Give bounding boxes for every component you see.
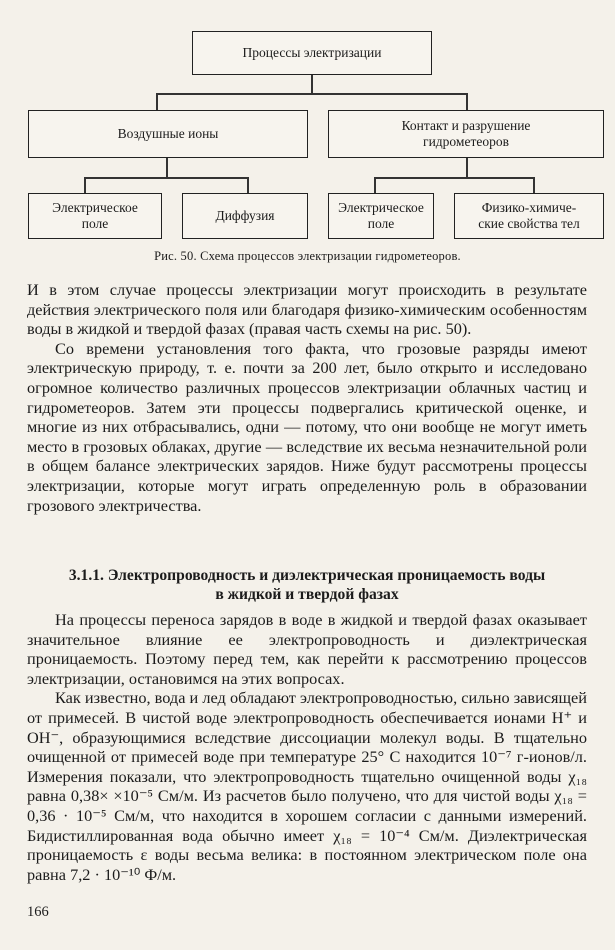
connector-left-a [84, 177, 86, 193]
connector-right-down [466, 158, 468, 178]
electrification-scheme-diagram [0, 0, 615, 280]
diagram-box-left-field-line2: поле [81, 216, 109, 231]
diagram-box-air-ions-label: Воздушные ионы [117, 126, 219, 141]
connector-left-up [156, 93, 158, 110]
diagram-box-right-field [328, 193, 434, 239]
connector-left-bar [84, 177, 248, 179]
paragraph: И в этом случае процессы электризации могут происходить в результате действия электрического поля или благодаря физико-химическим особенностям воды в жидкой и твердой фазах (правая часть схемы на рис. 50). [27, 280, 587, 339]
diagram-box-contact-line2: гидрометеоров [423, 134, 509, 149]
connector-right-b [533, 177, 535, 193]
diagram-box-right-field-line2: поле [367, 216, 395, 231]
connector-right-a [374, 177, 376, 193]
section-heading [27, 566, 587, 604]
connector-left-down [166, 158, 168, 178]
diagram-box-root [192, 31, 432, 75]
diagram-box-left-field-line1: Электрическое [52, 200, 138, 215]
page-number: 166 [27, 904, 49, 920]
figure-caption: Рис. 50. Схема процессов электризации гидрометеоров. [154, 249, 461, 263]
paragraph: Как известно, вода и лед обладают электропроводностью, сильно зависящей от примесей. В чистой воде электропроводность обеспечивается ионами H⁺ и OH⁻, образующимися вследствие диссоциации молекул воды. В тщательно очищенной от примесей воде при температуре 25° C находится 10⁻⁷ г-ионов/л. Измерения показали, что электропроводность тщательно очищенной воды χ₁₈ равна 0,38× ×10⁻⁵ См/м. Из расчетов было получено, что для чистой воды χ₁₈ = 0,36 · 10⁻⁵ См/м, что находится в хорошем согласии с данными измерений. Бидистиллированная вода обычно имеет χ₁₈ = 10⁻⁴ См/м. Диэлектрическая проницаемость ε воды весьма велика: в постоянном электрическом поле она равна 7,2 · 10⁻¹⁰ Ф/м. [27, 688, 587, 884]
section-heading-line2: в жидкой и твердой фазах [215, 586, 399, 603]
diagram-box-contact-line1: Контакт и разрушение [401, 118, 531, 133]
diagram-box-physchem-line2: ские свойства тел [478, 216, 580, 231]
connector-right-bar [374, 177, 534, 179]
diagram-box-physchem-line1: Физико-химиче- [481, 200, 577, 215]
connector-right-up [466, 93, 468, 110]
body-text-bottom [27, 610, 587, 884]
diagram-box-contact [328, 110, 604, 158]
body-text-top [27, 280, 587, 515]
connector-root-down [311, 75, 313, 94]
diagram-box-physchem [454, 193, 604, 239]
paragraph: На процессы переноса зарядов в воде в жидкой и твердой фазах оказывает значительное влияние ее электропроводность и диэлектрическая проницаемость. Поэтому перед тем, как перейти к рассмотрению процессов электризации, остановимся на этих вопросах. [27, 610, 587, 688]
diagram-box-right-field-line1: Электрическое [338, 200, 424, 215]
section-heading-line1: 3.1.1. Электропроводность и диэлектрическая проницаемость воды [68, 567, 546, 584]
diagram-box-diffusion-label: Диффузия [215, 208, 275, 223]
connector-left-b [247, 177, 249, 193]
diagram-box-air-ions [28, 110, 308, 158]
diagram-box-left-field [28, 193, 162, 239]
paragraph: Со времени установления того факта, что грозовые разряды имеют электрическую природу, т. е. почти за 200 лет, было открыто и исследовано огромное количество различных процессов электризации облачных частиц и гидрометеоров. Затем эти процессы подвергались критической оценке, и многие из них отбрасывались, одни — потому, что они вообще не могут иметь место в грозовых облаках, другие — вследствие их весьма незначительной роли в общем балансе электрических зарядов. Ниже будут рассмотрены процессы электризации, которые могут играть определенную роль в образовании грозового электричества. [27, 338, 587, 515]
connector-root-bar [156, 93, 467, 95]
diagram-box-diffusion [182, 193, 308, 239]
diagram-box-root-label: Процессы электризации [242, 45, 382, 60]
